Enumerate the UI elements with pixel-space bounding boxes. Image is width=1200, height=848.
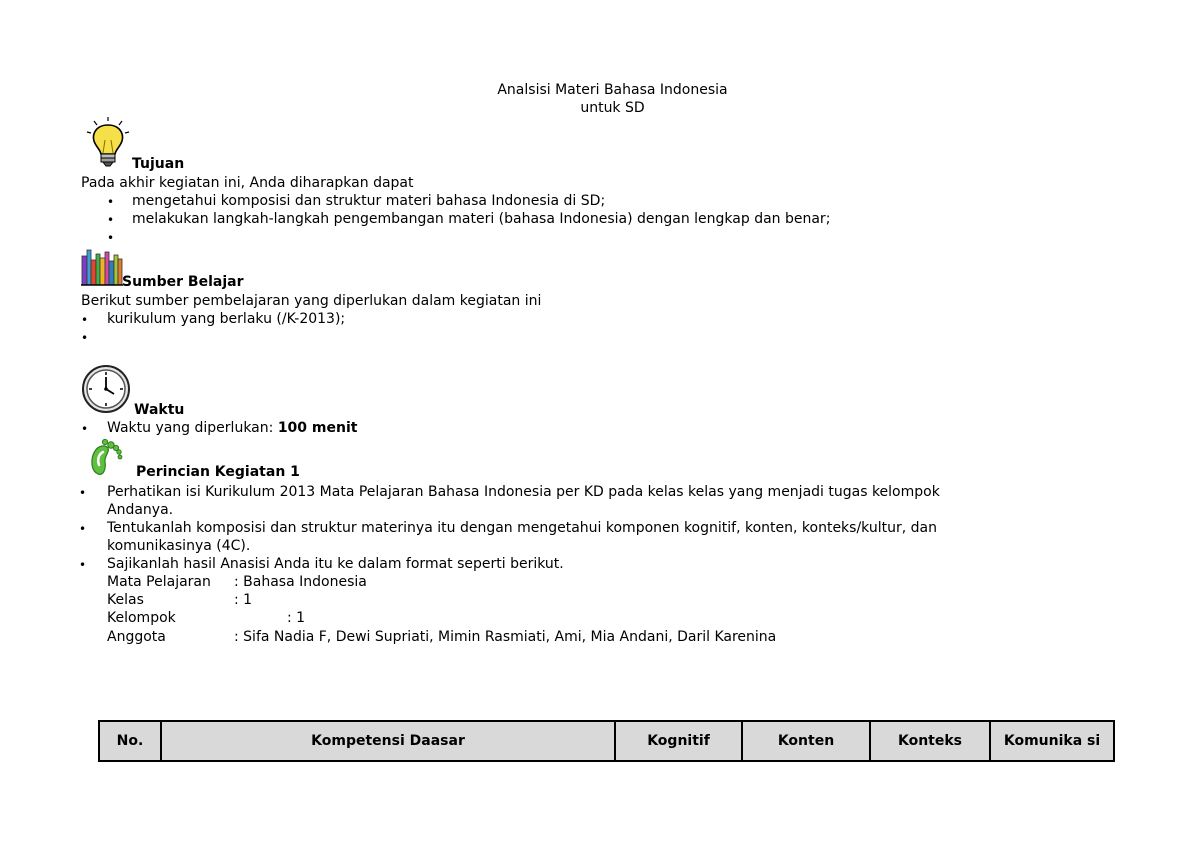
perincian-item-line1: Tentukanlah komposisi dan struktur materinya itu dengan mengetahui komponen kognitif, konten, konteks/kultur, dan bbox=[107, 520, 937, 536]
table-header-komunikasi: Komunika si bbox=[990, 721, 1114, 761]
table-header-konten: Konten bbox=[742, 721, 870, 761]
waktu-line bbox=[107, 420, 357, 437]
bullet-marker: • bbox=[107, 231, 115, 245]
bullet-marker: • bbox=[79, 486, 87, 500]
bullet-marker: • bbox=[79, 522, 87, 536]
tujuan-intro: Pada akhir kegiatan ini, Anda diharapkan dapat bbox=[81, 175, 414, 191]
waktu-value: 100 menit bbox=[277, 420, 358, 436]
books-icon bbox=[81, 246, 123, 286]
field-label-kelompok: Kelompok bbox=[107, 610, 176, 626]
perincian-item-line2: komunikasinya (4C). bbox=[107, 538, 251, 554]
field-value-mata-pelajaran: : Bahasa Indonesia bbox=[234, 574, 367, 590]
field-value-kelompok: : 1 bbox=[287, 610, 306, 626]
bullet-marker: • bbox=[79, 558, 87, 572]
table-header-konteks: Konteks bbox=[870, 721, 990, 761]
section-heading-tujuan: Tujuan bbox=[132, 156, 185, 172]
bullet-marker: • bbox=[107, 213, 115, 227]
waktu-label: Waktu yang diperlukan: bbox=[107, 420, 274, 436]
document-subtitle: untuk SD bbox=[580, 100, 645, 116]
document-title: Analsisi Materi Bahasa Indonesia bbox=[497, 82, 728, 98]
field-label-anggota: Anggota bbox=[107, 629, 166, 645]
field-value-kelas: : 1 bbox=[234, 592, 253, 608]
perincian-item-line1: Perhatikan isi Kurikulum 2013 Mata Pelajaran Bahasa Indonesia per KD pada kelas kelas yang menjadi tugas kelompok bbox=[107, 484, 940, 500]
tujuan-item: melakukan langkah-langkah pengembangan materi (bahasa Indonesia) dengan lengkap dan benar; bbox=[132, 211, 831, 227]
section-heading-sumber-belajar: Sumber Belajar bbox=[122, 274, 244, 290]
footprint-icon bbox=[86, 437, 124, 477]
bullet-marker: • bbox=[81, 331, 89, 345]
analysis-table bbox=[98, 720, 1115, 762]
tujuan-item: mengetahui komposisi dan struktur materi bahasa Indonesia di SD; bbox=[132, 193, 606, 209]
bullet-marker: • bbox=[81, 422, 89, 436]
lightbulb-icon bbox=[84, 116, 132, 170]
sumber-item: kurikulum yang berlaku (/K-2013); bbox=[107, 311, 346, 327]
field-value-anggota: : Sifa Nadia F, Dewi Supriati, Mimin Rasmiati, Ami, Mia Andani, Daril Karenina bbox=[234, 629, 777, 645]
bullet-marker: • bbox=[81, 313, 89, 327]
table-header-row bbox=[99, 721, 1114, 761]
field-label-kelas: Kelas bbox=[107, 592, 144, 608]
bullet-marker: • bbox=[107, 195, 115, 209]
table-header-kompetensi-dasar: Kompetensi Daasar bbox=[161, 721, 615, 761]
perincian-item-line2: Andanya. bbox=[107, 502, 174, 518]
section-heading-perincian: Perincian Kegiatan 1 bbox=[136, 464, 300, 480]
clock-icon bbox=[81, 364, 131, 414]
field-label-mata-pelajaran: Mata Pelajaran bbox=[107, 574, 211, 590]
table-header-kognitif: Kognitif bbox=[615, 721, 742, 761]
perincian-item-line1: Sajikanlah hasil Anasisi Anda itu ke dalam format seperti berikut. bbox=[107, 556, 564, 572]
table-header-no: No. bbox=[99, 721, 161, 761]
section-heading-waktu: Waktu bbox=[134, 402, 185, 418]
sumber-intro: Berikut sumber pembelajaran yang diperlukan dalam kegiatan ini bbox=[81, 293, 542, 309]
